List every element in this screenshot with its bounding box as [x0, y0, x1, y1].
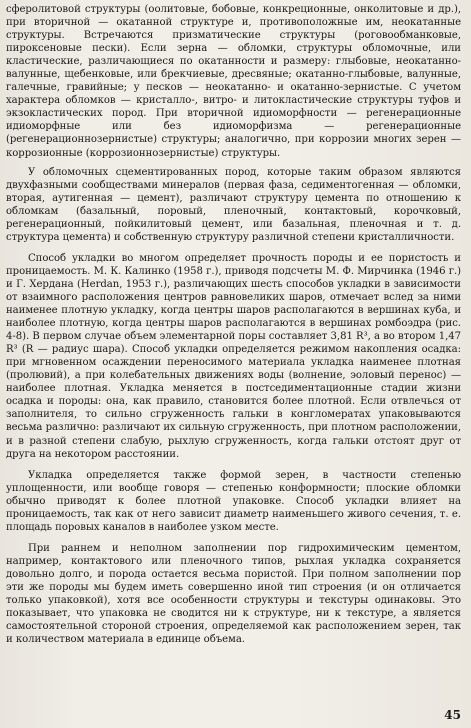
paragraph-packing-method: Способ укладки во многом определяет прочность породы и ее пористость и проницаемость. М. К. Калинко (1958 г.), приводя подсчеты М. Ф. Мирчинка (1946 г.) и Г. Хердана (Herdan, 1953 г.), различающих шесть способов укладки в зависимости от взаимного расположения центров равновеликих шаров, отмечает вслед за ними наименее плотную укладку, когда центры шаров располагаются в вершинах куба, и наиболее плотную, когда центры шаров располагаются в вершинах ромбоэдра (рис. 4-8). В первом случае объем элементарной поры составляет 3,81 R³, а во втором 1,47 R³ (R — радиус шара). Способ укладки определяется режимом накопления осадка: при мгновенном осаждении переносимого материала укладка наименее плотная (пролювий), а при колебательных движениях воды (волнение, эоловый перенос) — наиболее плотная. Укладка меняется в постседиментационные стадии жизни осадка и породы: она, как правило, становится более плотной. Если отвлечься от заполнителя, то сильно сгруженность гальки в конгломератах упаковываются весьма различно: различают их сильную сгруженность, при плотном расположении, и в разной степени слабую, рыхлую сгруженность, когда гальки отстоят друг от друга на некотором расстоянии. [6, 252, 461, 460]
paragraph-cement-filling: При раннем и неполном заполнении пор гидрохимическим цементом, например, контактового или пленочного типов, рыхлая укладка сохраняется довольно долго, и порода остается весьма пористой. При полном заполнении пор эти же породы мы будем иметь совершенно иной тип строения (и он отличается только упаковкой), хотя все особенности структуры и текстуры одинаковы. Это показывает, что упаковка не сводится ни к структуре, ни к текстуре, а является самостоятельной стороной строения, определяемой как расположением зерен, так и количеством материала в единице объема. [6, 542, 461, 646]
paragraph-structures: сферолитовой структуры (оолитовые, бобовые, конкреционные, онколитовые и др.), при вторичной — окатанной структуре и, противоположные им, неокатанные структуры. Встречаются призматические структуры (роговообманковые, пироксеновые пески). Если зерна — обломки, структуры обломочные, или кластические, различающиеся по окатанности и размеру: глыбовые, неокатанно-валунные, щебенковые, или брекчиевые, дресвяные; окатанно-глыбовые, валунные, галечные, гравийные; у песков — неокатанно- и окатанно-зернистые. С учетом характера обломков — кристалло-, витро- и литокластические структуры туфов и экзокластических пород. При вторичной идиоморфности — регенерационные идиоморфные или без идиоморфизма — регенерационные (регенерационнозернистые) структуры; аналогично, при коррозии многих зерен — коррозионные (коррозионнозернистые) структуры. [6, 4, 461, 159]
page-number: 45 [444, 708, 461, 722]
paragraph-grain-shape: Укладка определяется также формой зерен, в частности степенью уплощенности, или вообще говоря — степенью конформности; плоские обломки обычно приводят к более плотной упаковке. Способ укладки влияет на проницаемость, так как от него зависит диаметр наименьшего живого сечения, т. е. площадь поровых каналов в наиболее узком месте. [6, 469, 461, 533]
paragraph-cemented-rocks: У обломочных сцементированных пород, которые таким образом являются двухфазными сообществами минералов (первая фаза, седиментогенная — обломки, вторая, аутигенная — цемент), различают структуру цемента по отношению к обломкам (базальный, поровый, пленочный, контактовый, корочковый, регенерационный, пойкилитовый цемент, или базальная, пленочная и т. д. структура цемента) и собственную структуру различной степени кристалличности. [6, 166, 461, 243]
